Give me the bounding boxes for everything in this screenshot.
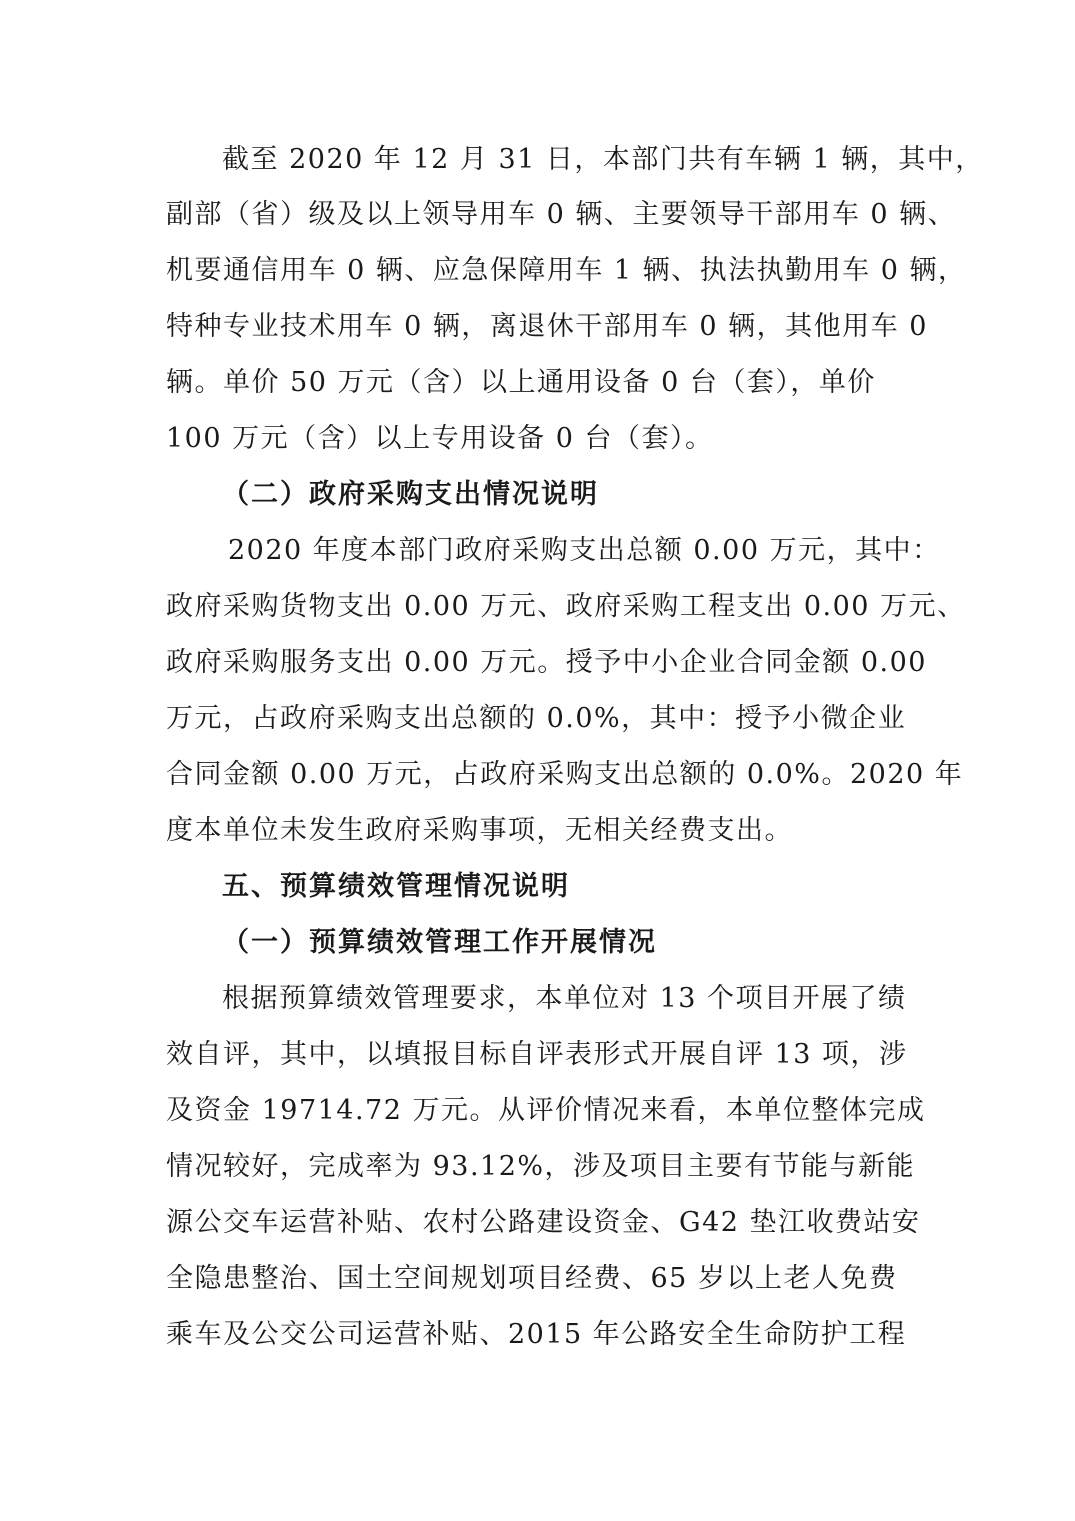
- section-heading: 五、预算绩效管理情况说明: [222, 871, 570, 902]
- paragraph-line: 及资金 19714.72 万元。从评价情况来看，本单位整体完成: [166, 1095, 926, 1126]
- paragraph-line: 特种专业技术用车 0 辆，离退休干部用车 0 辆，其他用车 0: [166, 311, 928, 342]
- paragraph-line: 政府采购服务支出 0.00 万元。授予中小企业合同金额 0.00: [166, 647, 927, 678]
- paragraph-line: 根据预算绩效管理要求，本单位对 13 个项目开展了绩: [222, 983, 907, 1014]
- paragraph-line: 机要通信用车 0 辆、应急保障用车 1 辆、执法执勤用车 0 辆，: [166, 255, 967, 286]
- paragraph-line: 情况较好，完成率为 93.12%，涉及项目主要有节能与新能: [166, 1151, 916, 1182]
- paragraph-line: 100 万元（含）以上专用设备 0 台（套）。: [166, 423, 714, 454]
- paragraph-line: 政府采购货物支出 0.00 万元、政府采购工程支出 0.00 万元、: [166, 591, 966, 622]
- paragraph-line: 副部（省）级及以上领导用车 0 辆、主要领导干部用车 0 辆、: [166, 199, 957, 230]
- paragraph-line: 效自评，其中，以填报目标自评表形式开展自评 13 项，涉: [166, 1039, 908, 1070]
- paragraph-line: 2020 年度本部门政府采购支出总额 0.00 万元，其中：: [228, 535, 941, 566]
- paragraph-line: 源公交车运营补贴、农村公路建设资金、G42 垫江收费站安: [166, 1207, 921, 1238]
- paragraph-line: 万元，占政府采购支出总额的 0.0%，其中：授予小微企业: [166, 703, 907, 734]
- subsection-heading: （一）预算绩效管理工作开展情况: [222, 927, 657, 958]
- section-heading: （二）政府采购支出情况说明: [222, 479, 599, 510]
- paragraph-line: 截至 2020 年 12 月 31 日，本部门共有车辆 1 辆，其中，: [222, 144, 984, 175]
- paragraph-line: 合同金额 0.00 万元，占政府采购支出总额的 0.0%。2020 年: [166, 759, 964, 790]
- paragraph-line: 度本单位未发生政府采购事项，无相关经费支出。: [166, 815, 793, 846]
- paragraph-line: 乘车及公交公司运营补贴、2015 年公路安全生命防护工程: [166, 1319, 907, 1350]
- paragraph-line: 辆。单价 50 万元（含）以上通用设备 0 台（套），单价: [166, 367, 876, 398]
- paragraph-line: 全隐患整治、国土空间规划项目经费、65 岁以上老人免费: [166, 1263, 898, 1294]
